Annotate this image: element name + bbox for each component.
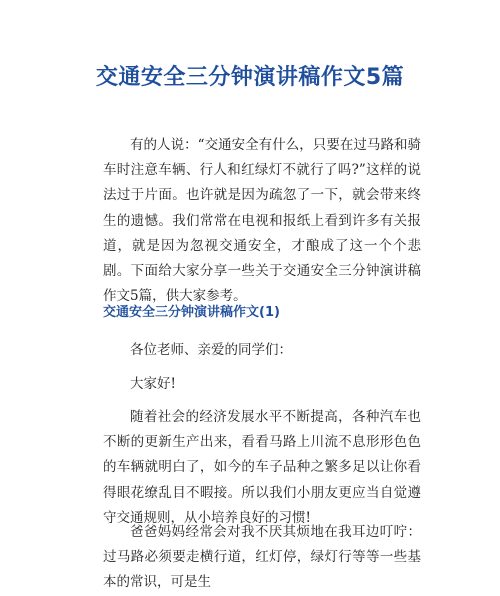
intro-paragraph: 有的人说：“交通安全有什么，只要在过马路和骑车时注意车辆、行人和红绿灯不就行了吗?”这样的说法过于片面。也许就是因为疏忽了一下，就会带来终生的遗憾。我们常常在电视和报纸上看到许多有关报道，就是因为忽视交通安全，才酿成了这一个个悲剧。下面给大家分享一些关于交通安全三分钟演讲稿作文5篇，供大家参考。	[103, 137, 421, 305]
greeting-paragraph: 各位老师、亲爱的同学们：	[130, 342, 292, 358]
document-title: 交通安全三分钟演讲稿作文5篇	[95, 65, 405, 90]
hello-paragraph: 大家好!	[130, 376, 176, 392]
body-paragraph: 随着社会的经济发展水平不断提高，各种汽车也不断的更新生产出来，看看马路上川流不息形形色色的车辆就明白了，如今的车子品种之繁多足以让你看得眼花缭乱目不暇接。所以我们小朋友更应当自觉遵守交通规则，从小培养良好的习惯!	[103, 409, 421, 526]
section-heading: 交通安全三分钟演讲稿作文(1)	[103, 305, 280, 320]
last-paragraph: 爸爸妈妈经常会对我不厌其烦地在我耳边叮咛：过马路必须要走横行道，红灯停，绿灯行等等一些基本的常识，可是生	[103, 524, 421, 591]
